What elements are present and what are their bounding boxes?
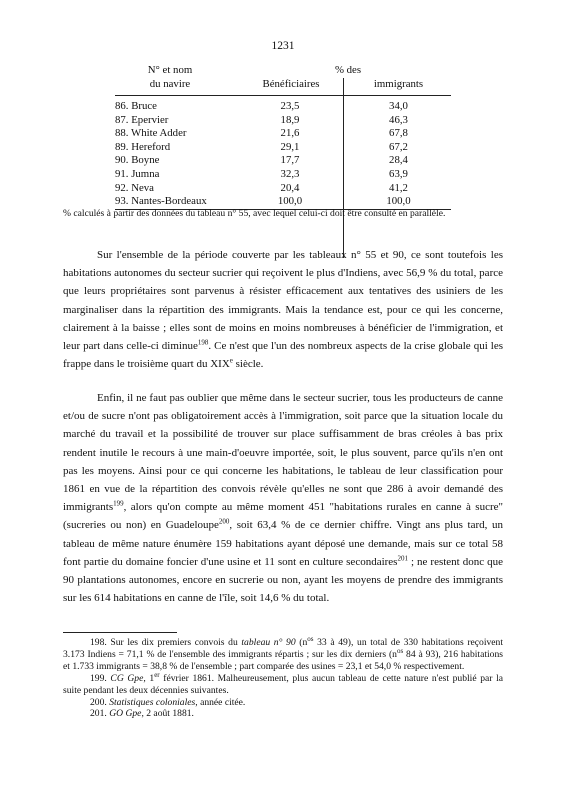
paragraph-1-text: Sur l'ensemble de la période couverte par les tableaux n° 55 et 90, ce sont toutefois les habitations autonomes du secteur sucrier qui reçoivent le plus d'Indiens, avec 56,9 % du total, parce que leurs propriétaires sont parvenus à résister efficacement aux tentatives des usiniers de les marginaliser dans la répartition des immigrants. Mais la tendance est, pour ce qui les concerne, clairement à la baisse ; elles sont de moins en moins nombreuses à bénéficier de l'immigration, et leur part dans celle-ci diminue [63,249,503,353]
fn199-number: 199. [90,672,111,684]
fn201-number: 201. [90,708,110,720]
cell-immigrants: 63,9 [389,167,408,180]
cell-immigrants: 46,3 [389,113,408,126]
fn200-italic: Statistiques coloniales [109,696,196,708]
table-row [115,154,451,168]
page-number: 1231 [271,40,295,52]
footnote-ref-200: 200 [218,517,230,526]
fn198-sup2: os [396,646,404,655]
paragraph-1-text-after: . Ce n'est que l'un des nombreux aspects de la crise globale qui les frappe dans le troisième quart du XIX [63,340,504,371]
header-ship-line1: N° et nom [147,64,193,76]
cell-beneficiaires: 20,4 [280,181,300,194]
table-row [115,141,451,155]
century-superscript: e [229,356,233,365]
fn199-italic: CG Gpe [110,672,144,684]
footnote-201 [63,708,503,720]
cell-navire: 88. White Adder [115,127,187,140]
cell-immigrants: 67,2 [389,140,408,153]
table-row [115,182,451,196]
cell-beneficiaires: 23,5 [280,100,300,112]
fn199-text-b: février 1861. Malheureusement, plus aucun tableau de cette nature n'est publié par la suite pendant les deux décennies suivantes. [63,672,504,696]
fn198-text-a: 198. Sur les dix premiers convois du [90,637,242,648]
cell-beneficiaires: 100,0 [277,195,303,208]
paragraph-2-text3: , soit 63,4 % de ce dernier chiffre. Vingt ans plus tard, un tableau de même nature énumère 159 habitations ayant déposé une demande, mais sur ce total 58 font partie du domaine foncier d'une usine et 11 sont en culture secondaires [63,519,504,568]
paragraph-2-text4: ; ne restent donc que 90 plantations autonomes, encore en sucrerie ou non, ayant les moyens de prendre des immigrants sur les 614 habitations en canne de l'île, soit 14,6 % du total. [63,555,503,605]
fn198-sup1: os [307,634,314,643]
header-beneficiaires: Bénéficiaires [262,78,320,90]
fn201-text-a: , 2 août 1881. [141,708,194,720]
cell-navire: 90. Boyne [115,154,160,167]
table-row [115,195,451,209]
header-immigrants: immigrants [373,78,424,90]
cell-beneficiaires: 21,6 [280,127,300,140]
ship-percentage-table [115,58,451,210]
footnote-200 [63,697,503,709]
cell-navire: 89. Hereford [115,140,171,153]
cell-immigrants: 100,0 [386,195,411,208]
table-row [115,100,451,114]
cell-beneficiaires: 32,3 [280,167,300,180]
header-percent-group: % des [334,64,362,76]
paragraph-2 [63,389,503,607]
cell-immigrants: 67,8 [389,127,408,140]
cell-navire: 92. Neva [115,181,154,194]
cell-navire: 91. Jumna [115,167,160,180]
header-rule [115,95,451,96]
fn199-text-a: , 1 [143,672,155,684]
table-row [115,127,451,141]
fn198-italic: tableau n° 90 [241,637,296,648]
cell-navire: 86. Bruce [115,100,157,112]
table-body [115,100,451,209]
fn198-text-b: (n [295,637,308,648]
paragraph-1 [63,246,503,373]
cell-beneficiaires: 17,7 [280,154,300,167]
footnote-ref-198: 198 [197,338,209,347]
cell-beneficiaires: 29,1 [280,140,300,153]
cell-navire: 87. Epervier [115,113,169,126]
cell-immigrants: 34,0 [389,100,408,112]
fn200-number: 200. [90,696,110,708]
footnotes [63,634,504,720]
fn200-text-a: , année citée. [195,696,246,708]
footnote-199 [63,670,504,697]
fn198-text-d: 84 à 93), 216 habitations et 1.733 immigrants = 38,8 % de l'ensemble ; part comparée des usines = 23,1 et 54,0 % respectivement. [63,648,503,672]
cell-navire: 93. Nantes-Bordeaux [115,195,207,208]
cell-immigrants: 28,4 [389,154,408,167]
footnote-ref-199: 199 [113,499,124,508]
table-header [115,58,451,100]
fn199-sup: er [154,670,160,679]
cell-beneficiaires: 18,9 [280,113,300,126]
footnote-separator [63,632,177,633]
fn198-text-c: 33 à 49), un total de 330 habitations reçoivent 3.173 Indiens = 71,1 % de l'ensemble des immigrants répartis ; sur les dix derniers (n [63,637,504,660]
fn201-italic: GO Gpe [109,708,142,720]
table-row [115,168,451,182]
paragraph-2-text: Enfin, il ne faut pas oublier que même dans le secteur sucrier, tous les producteurs de canne et/ou de sucre n'ont pas obligatoirement accès à l'immigration, soit parce que la situation locale du marché du travail et la possibilité de trouver sur place suffisamment de bras créoles à bas prix rendent inutile le recours à une main-d'oeuvre importée, soit, le plus souvent, parce qu'ils n'en ont pas les moyens. Ainsi pour ce qui concerne les habitations, le tableau de leur classification pour 1861 en vue de la répartition des convois révèle qu'elles ne sont que 286 à avoir demandé des immigrants [63,392,503,514]
header-ship-line2: du navire [149,77,191,90]
paragraph-2-text2: , alors qu'on compte au même moment 451 "habitations rurales en canne à sucre" (sucreries ou non) en Guadeloupe [63,501,503,532]
footnote-198 [63,634,504,673]
header-ship-column [115,64,225,91]
footnote-ref-201: 201 [397,554,408,563]
table-note: % calculés à partir des données du tableau n° 55, avec lequel celui-ci doit être consulté en parallèle. [63,208,446,219]
cell-immigrants: 41,2 [389,181,408,194]
paragraph-1-text-end: siècle. [232,358,264,371]
table-row [115,114,451,128]
